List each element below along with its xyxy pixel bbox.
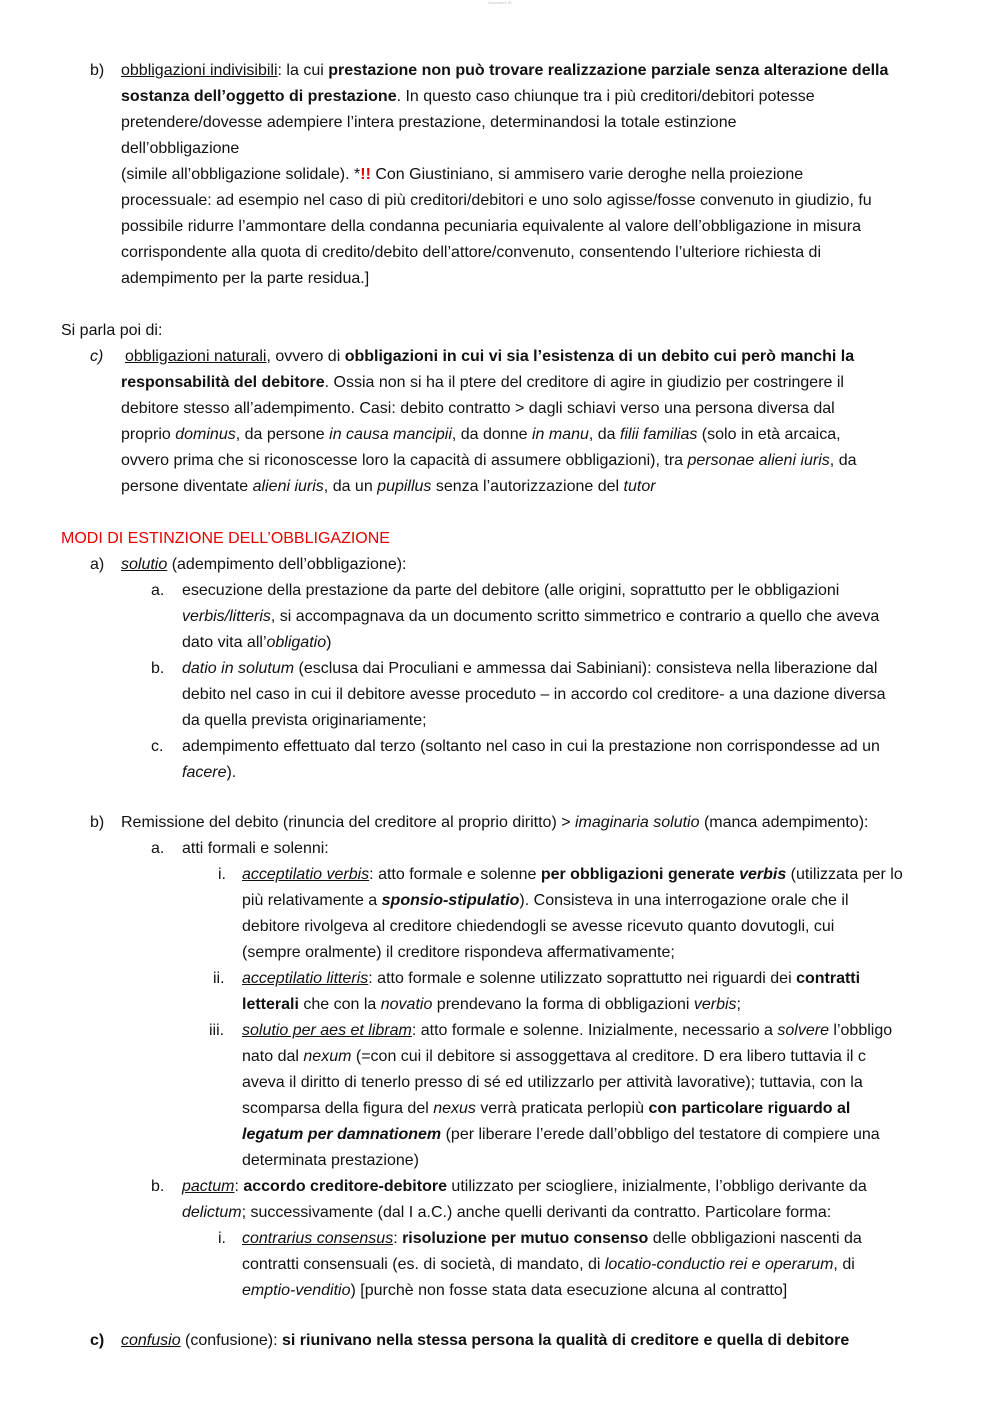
list-label: iii. [209,1022,225,1039]
paragraph-line: debitore stesso all’adempimento. Casi: debito contratto > dagli schiavi verso una persona diversa dal [121,400,835,417]
bold-text: responsabilità del debitore [121,374,325,391]
list-label: c) [90,348,104,365]
paragraph-line [121,370,844,396]
paragraph-line: debitore rivolgeva al creditore chiedendogli se avesse ricevuto quanto dovutogli, cui [242,918,835,935]
paragraph-line: più relativamente a sponsio-stipulatio). Consisteva in una interrogazione orale che il [242,892,849,909]
term-title: obbligazioni naturali [125,348,267,365]
paragraph-line: verbis/litteris, si accompagnava da un documento scritto simmetrico e contrario a quello che aveva [182,608,880,625]
paragraph-line: pretendere/dovesse adempiere l’intera prestazione, determinandosi la totale estinzione [121,114,737,131]
list-label: ii. [213,970,225,987]
paragraph-line: aveva il diritto di tenerlo presso di sé ed utilizzarlo per attività lavorative); tuttavia, con la [242,1074,863,1091]
list-label: c. [151,738,164,755]
paragraph-line: Remissione del debito (rinuncia del creditore al proprio diritto) > imaginaria solutio (manca adempimento): [121,814,869,831]
paragraph-line: esecuzione della prestazione da parte del debitore (alle origini, soprattutto per le obbligazioni [182,582,840,599]
text: . In questo caso chiunque tra i più creditori/debitori potesse [396,88,815,105]
bold-text: obbligazioni in cui vi sia l’esistenza di un debito cui però manchi la [344,348,855,365]
list-label: i. [218,866,226,883]
list-label: b) [90,62,105,79]
paragraph-line: corrispondente alla quota di credito/debito dell’attore/convenuto, consentendo l’ulteriore richiesta di [121,244,821,261]
paragraph-line: pactum: accordo creditore-debitore utilizzato per sciogliere, inizialmente, l’obbligo derivante da [182,1178,867,1195]
paragraph-line: emptio-venditio) [purchè non fosse stata data esecuzione alcuna al contratto] [242,1282,788,1299]
paragraph-line: (sempre oralmente) il creditore rispondeva affermativamente; [242,944,675,961]
text: , ovvero di [266,348,345,365]
term-title: obbligazioni indivisibili [121,62,278,79]
term-title: solutio [121,556,168,573]
paragraph-line: datio in solutum (esclusa dai Proculiani e ammessa dai Sabiniani): consisteva nella liberazione dal [182,660,878,677]
warning-mark: !! [360,166,371,183]
paragraph-line: contrarius consensus: risoluzione per mutuo consenso delle obbligazioni nascenti da [242,1230,862,1247]
paragraph-line: persone diventate alieni iuris, da un pupillus senza l’autorizzazione del tutor [121,478,656,495]
paragraph-line: acceptilatio verbis: atto formale e solenne per obbligazioni generate verbis (utilizzata per lo [242,866,903,883]
paragraph-line: ovvero prima che si riconoscesse loro la capacità di assumere obbligazioni), tra personae alieni iuris, da [121,452,857,469]
paragraph-line: solutio per aes et libram: atto formale e solenne. Inizialmente, necessario a solvere l’obbligo [242,1022,893,1039]
text: (simile all’obbligazione solidale). * [121,166,361,183]
paragraph-line [121,58,888,84]
paragraph-line: legatum per damnationem (per liberare l’erede dall’obbligo del testatore di compiere una [242,1126,880,1143]
paragraph-line: acceptilatio litteris: atto formale e solenne utilizzato soprattutto nei riguardi dei contratti [242,970,861,987]
paragraph-line: scomparsa della figura del nexus verrà praticata perlopiù con particolare riguardo al [242,1100,851,1117]
paragraph-line: confusio (confusione): si riunivano nella stessa persona la qualità di creditore e quella di debitore [121,1332,850,1349]
paragraph-line [121,84,815,110]
list-label: a. [151,582,165,599]
paragraph-line: dell’obbligazione [121,140,240,157]
paragraph-line: facere). [182,764,237,781]
text: . Ossia non si ha il ptere del creditore di agire in giudizio per costringere il [324,374,844,391]
paragraph-line: dato vita all’obligatio) [182,634,332,651]
intro-line: Si parla poi di: [61,322,163,339]
paragraph-line: determinata prestazione) [242,1152,419,1169]
paragraph-line: adempimento effettuato dal terzo (soltanto nel caso in cui la prestazione non corrispondesse ad un [182,738,880,755]
list-label: b. [151,1178,165,1195]
list-label: a. [151,840,165,857]
list-label: b. [151,660,165,677]
list-label: b) [90,814,105,831]
paragraph-line: letterali che con la novatio prendevano la forma di obbligazioni verbis; [242,996,741,1013]
paragraph-line [121,162,803,188]
list-label: a) [90,556,105,573]
paragraph-line: debito nel caso in cui il debitore avesse proceduto – in accordo col creditore- a una dazione diversa [182,686,886,703]
list-label: c) [90,1332,105,1349]
watermark: Document ID [488,0,512,5]
paragraph-line: contratti consensuali (es. di società, di mandato, di locatio-conductio rei e operarum, di [242,1256,855,1273]
paragraph-line: possibile ridurre l’ammontare della condanna pecuniaria equivalente al valore dell’obbligazione in misura [121,218,861,235]
paragraph-line: da quella prevista originariamente; [182,712,427,729]
text: : la cui [277,62,329,79]
paragraph-line: solutio (adempimento dell’obbligazione): [121,556,407,573]
bold-text: sostanza dell’oggetto di prestazione [121,88,397,105]
paragraph-line: delictum; successivamente (dal I a.C.) anche quelli derivanti da contratto. Particolare forma: [182,1204,832,1221]
paragraph-line: proprio dominus, da persone in causa mancipii, da donne in manu, da filii familias (solo in età arcaica, [121,426,841,443]
paragraph-line: processuale: ad esempio nel caso di più creditori/debitori e uno solo agisse/fosse convenuto in giudizio, fu [121,192,872,209]
list-label: i. [218,1230,226,1247]
paragraph-line [125,344,854,370]
paragraph-line: atti formali e solenni: [182,840,329,857]
paragraph-line: adempimento per la parte residua.] [121,270,370,287]
term-title: confusio [121,1332,181,1349]
paragraph-line: nato dal nexum (=con cui il debitore si assoggettava al creditore. D era libero tuttavia il c [242,1048,866,1065]
section-heading: MODI DI ESTINZIONE DELL’OBBLIGAZIONE [61,530,390,547]
text: Con Giustiniano, si ammisero varie deroghe nella proiezione [370,166,804,183]
bold-text: prestazione non può trovare realizzazione parziale senza alterazione della [328,62,889,79]
